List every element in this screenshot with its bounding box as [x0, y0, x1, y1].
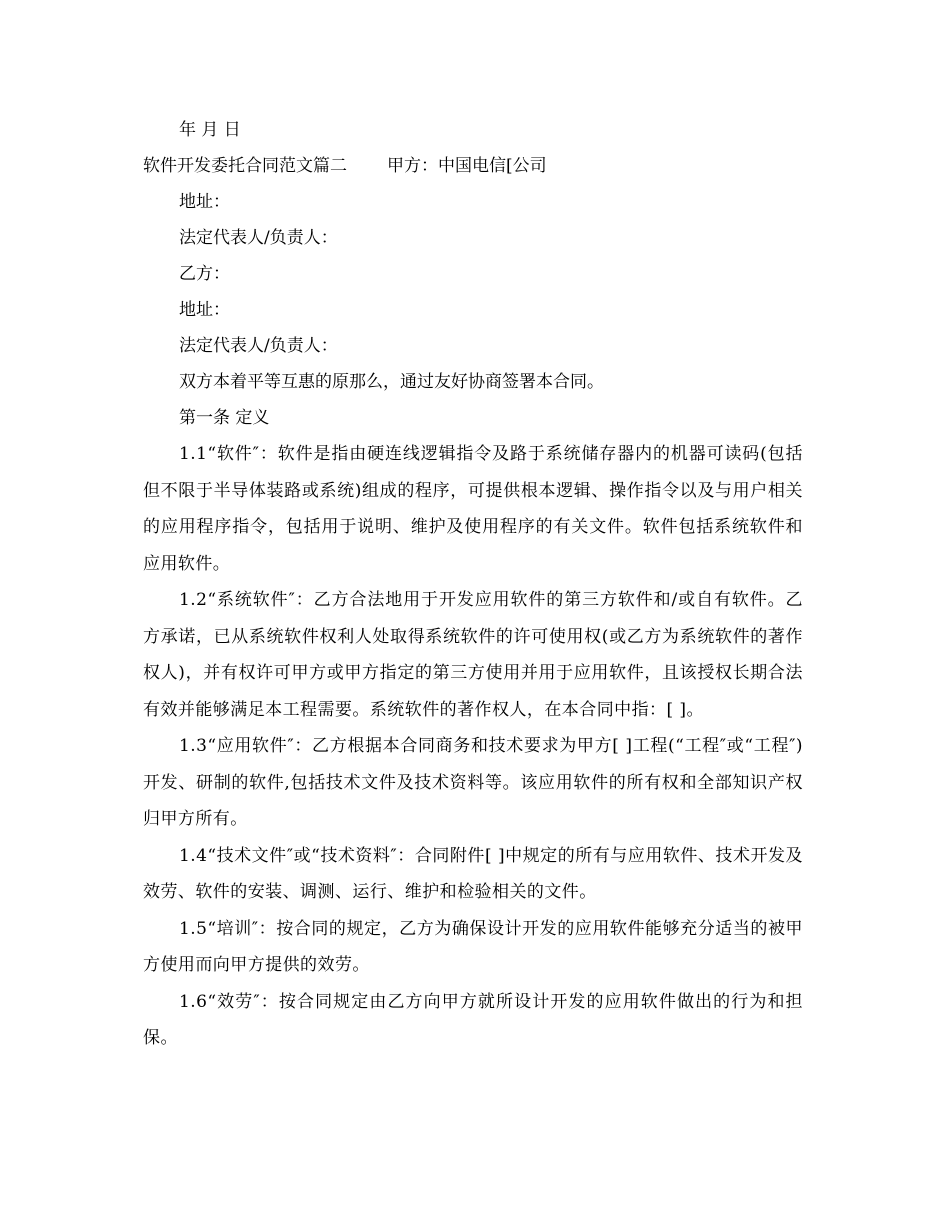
title-row	[143, 148, 803, 184]
definition-paragraph: 1.3“应用软件″：乙方根据本合同商务和技术要求为甲方[ ]工程(“工程″或“工程″)开发、研制的软件,包括技术文件及技术资料等。该应用软件的所有权和全部知识产权归甲方所有。	[143, 736, 803, 829]
definition-paragraph: 1.1“软件″：软件是指由硬连线逻辑指令及路于系统储存器内的机器可读码(包括但不限于半导体装路或系统)组成的程序，可提供根本逻辑、操作指令以及与用户相关的应用程序指令，包括用于说明、维护及使用程序的有关文件。软件包括系统软件和应用软件。	[143, 444, 803, 574]
preamble: 双方本着平等互惠的原那么，通过友好协商签署本合同。	[179, 372, 604, 392]
party-a-label: 甲方：中国电信[公司	[387, 156, 547, 176]
definition-paragraph: 1.6“效劳″：按合同规定由乙方向甲方就所设计开发的应用软件做出的行为和担保。	[143, 991, 803, 1048]
party-a-address: 地址：	[179, 192, 230, 212]
party-b-representative: 法定代表人/负责人：	[179, 336, 338, 356]
article-heading: 第一条 定义	[179, 408, 270, 428]
date-line: 年 月 日	[179, 120, 241, 140]
definition-paragraph: 1.4“技术文件″或“技术资料″：合同附件[ ]中规定的所有与应用软件、技术开发及效劳、软件的安装、调测、运行、维护和检验相关的文件。	[143, 845, 803, 902]
definition-paragraph: 1.2“系统软件″：乙方合法地用于开发应用软件的第三方软件和/或自有软件。乙方承诺，已从系统软件权利人处取得系统软件的许可使用权(或乙方为系统软件的著作权人)，并有权许可甲方或甲方指定的第三方使用并用于应用软件，且该授权长期合法有效并能够满足本工程需要。系统软件的著作权人，在本合同中指：[ ]。	[143, 590, 803, 720]
document-body	[143, 112, 803, 1057]
definition-paragraph: 1.5“培训″：按合同的规定，乙方为确保设计开发的应用软件能够充分适当的被甲方使用而向甲方提供的效劳。	[143, 918, 803, 975]
party-b-address: 地址：	[179, 300, 230, 320]
party-b-label: 乙方：	[179, 264, 230, 284]
party-a-representative: 法定代表人/负责人：	[179, 228, 338, 248]
contract-title: 软件开发委托合同范文篇二	[143, 156, 347, 176]
